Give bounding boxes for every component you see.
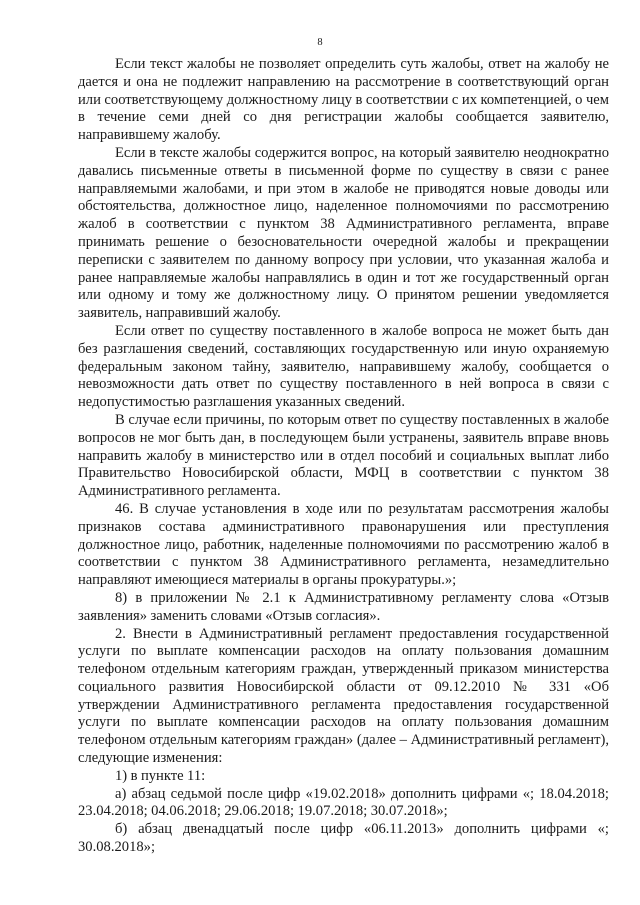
paragraph-state-secret: Если ответ по существу поставленного в жалобе вопроса не может быть дан без разглашения сведений, составляющих государственную или иную охраняемую федеральным законом тайну, заявителю, направившему жалобу, сообщается о невозможности дать ответ по существу поставленного в ней вопроса в связи с недопустимостью разглашения указанных сведений. [78,322,609,411]
paragraph-subitem-b: б) абзац двенадцатый после цифр «06.11.2013» дополнить цифрами «; 30.08.2018»; [78,821,609,856]
paragraph-item-1: 1) в пункте 11: [115,767,206,784]
paragraph-item-46: 46. В случае установления в ходе или по результатам рассмотрения жалобы признаков состава административного правонарушения или преступления должностное лицо, работник, наделенные полномочиями по рассмотрению жалоб в соответствии с пунктом 38 Административного регламента, незамедлительно направляют имеющиеся материалы в органы прокуратуры.»; [78,500,609,589]
paragraph-item-8: 8) в приложении № 2.1 к Административному регламенту слова «Отзыв заявления» заменить словами «Отзыв согласия». [78,589,609,624]
paragraph-no-answer: Если текст жалобы не позволяет определить суть жалобы, ответ на жалобу не дается и она не подлежит направлению на рассмотрение в соответствующий орган или соответствующему должностному лицу в соответствии с их компетенцией, о чем в течение семи дней со дня регистрации жалобы сообщается заявителю, направившему жалобу. [78,56,609,144]
paragraph-repeated-question: Если в тексте жалобы содержится вопрос, на который заявителю неоднократно давались письменные ответы в письменной форме по существу в связи с ранее направляемыми жалобами, и при этом в жалобе не приводятся новые доводы или обстоятельства, должностное лицо, наделенное полномочиями по рассмотрению жалоб в соответствии с пунктом 38 Административного регламента, вправе принимать решение о безосновательности очередной жалобы и прекращении переписки с заявителем по данному вопросу при условии, что указанная жалоба и ранее направляемые жалобы направлялись в один и тот же государственный орган или одному и тому же должностному лицу. О принятом решении уведомляется заявитель, направивший жалобу. [78,144,609,322]
page-number: 8 [317,37,323,48]
paragraph-subitem-a: а) абзац седьмой после цифр «19.02.2018» дополнить цифрами «; 18.04.2018; 23.04.2018; 04.06.2018; 29.06.2018; 19.07.2018; 30.07.2018»; [78,785,609,820]
paragraph-section-2: 2. Внести в Административный регламент предоставления государственной услуги по выплате компенсации расходов на оплату пользования домашним телефоном отдельным категориям граждан, утвержденный приказом министерства социального развития Новосибирской области от 09.12.2010 № 331 «Об утверждении Административного регламента предоставления государственной услуги по выплате компенсации расходов на оплату пользования домашним телефоном отдельным категориям граждан» (далее – Административный регламент), следующие изменения: [78,625,609,767]
document-body [78,56,609,857]
paragraph-resubmission: В случае если причины, по которым ответ по существу поставленных в жалобе вопросов не мог быть дан, в последующем были устранены, заявитель вправе вновь направить жалобу в министерство или в отдел пособий и социальных выплат либо Правительство Новосибирской области, МФЦ в соответствии с пунктом 38 Административного регламента. [78,411,609,500]
